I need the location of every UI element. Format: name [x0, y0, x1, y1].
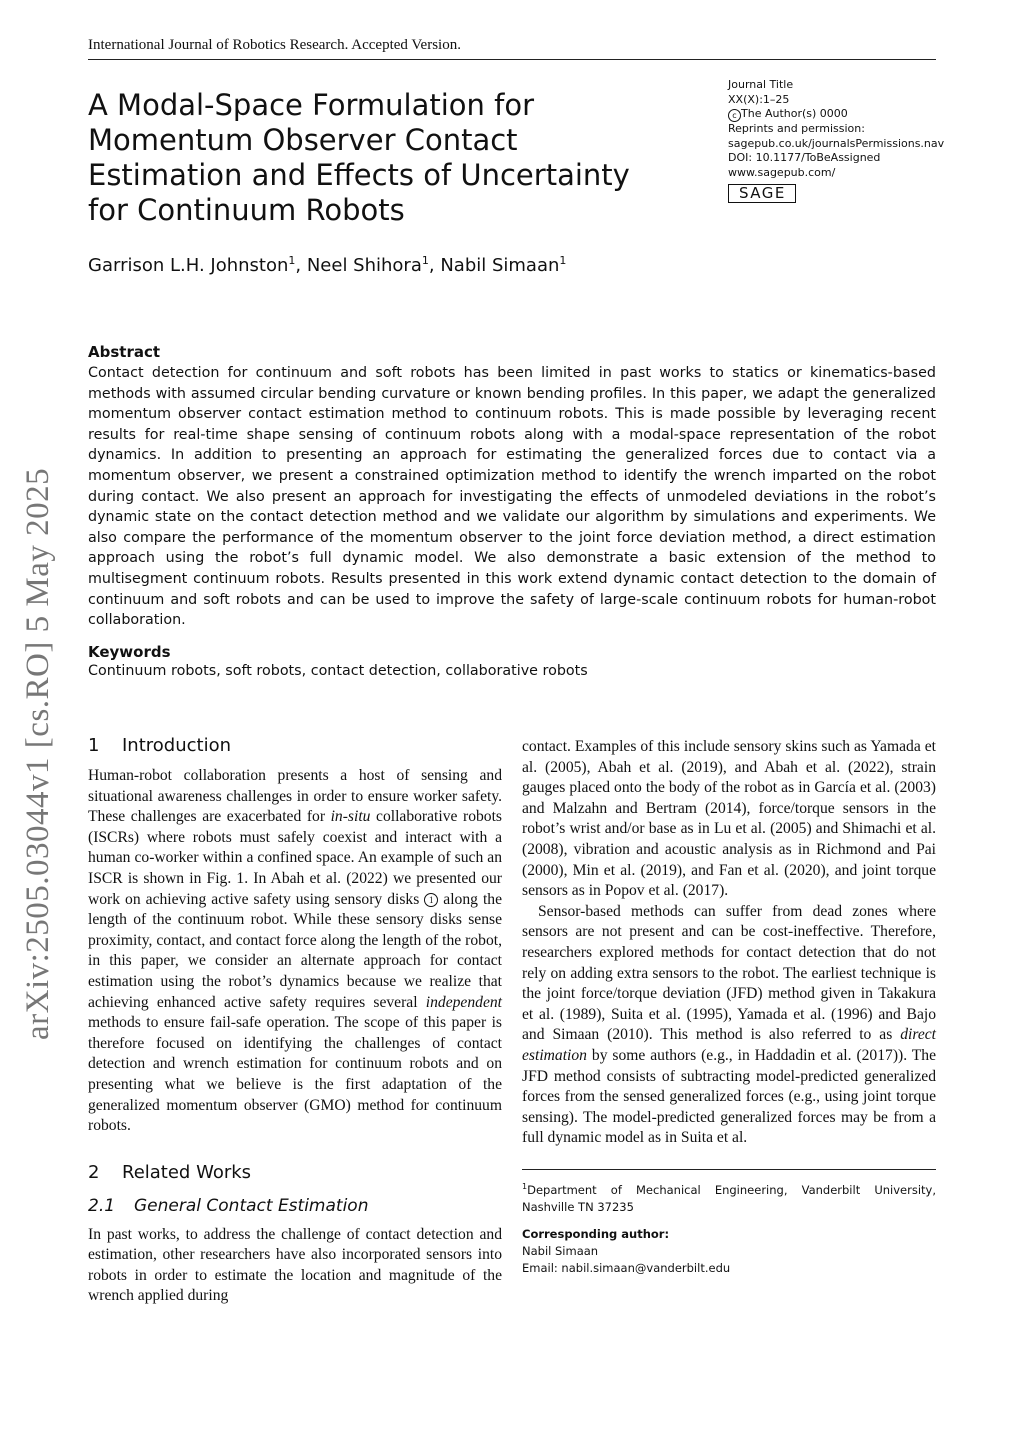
author-list	[88, 254, 566, 276]
subsection-heading-general-contact-estimation	[88, 1194, 502, 1218]
doi[interactable]: DOI: 10.1177/ToBeAssigned	[728, 151, 881, 165]
copyright-icon: c	[728, 109, 741, 122]
sensor-based-methods-paragraph	[522, 902, 936, 1149]
journal-volume: XX(X):1–25	[728, 92, 790, 106]
journal-title: Journal Title	[728, 78, 794, 91]
corresponding-author-block	[522, 1226, 936, 1277]
related-works-continued-paragraph: contact. Examples of this include sensory skins such as Yamada et al. (2005), Abah et al. (2019), and Abah et al. (2022), strain gauges placed onto the body of the robot as in García et al. (2003) and Malzahn and Bertram (2014), force/torque sensors in the robot’s wrist and/or base as in Lu et al. (2005) and Shimachi et al. (2008), vibration and acoustic analysis as in Richmond and Pai (2000), Min et al. (2019), and Fan et al. (2020), and joint torque sensors as in Popov et al. (2017).	[522, 738, 936, 900]
text-run: along the length of the continuum robot. While these sensory disks sense proximity, contact, and contact force along the length of the robot, in this paper, we consider an alternate approach for contact estimation using the robot’s dynamics because we realize that achieving enhanced active safety requires several	[88, 890, 502, 1011]
subsection-title: General Contact Estimation	[134, 1195, 369, 1216]
keywords-heading: Keywords	[88, 643, 171, 661]
text-run: collaborative robots (ISCRs) where robots must safely coexist and interact with a human co-worker within a confined space. An example of such an ISCR is shown in Fig. 1. In Abah et al. (2022) we presented our work on achieving active safety using sensory disks	[88, 808, 502, 908]
corresponding-author-heading: Corresponding author:	[522, 1226, 670, 1241]
author-affiliation-marker: 1	[421, 254, 429, 267]
affiliation-text: Department of Mechanical Engineering, Vanderbilt University, Nashville TN 37235	[522, 1182, 936, 1214]
text-run: by some authors (e.g., in Haddadin et al. (2017)). The JFD method consists of subtracting model-predicted generalized forces from the sensed generalized forces (e.g., using joint torque sensing). The model-predicted generalized forces may be from a full dynamic model as in Suita et al.	[522, 1046, 936, 1147]
paper-title: A Modal-Space Formulation for Momentum Observer Contact Estimation and Effects of Uncertainty for Continuum Robots	[88, 88, 630, 227]
copyright-text: The Author(s) 0000	[741, 107, 848, 121]
author-affiliation-marker: 1	[559, 254, 567, 267]
publisher-website[interactable]: www.sagepub.com/	[728, 165, 836, 179]
sage-logo: SAGE	[728, 184, 796, 203]
text-run: methods to ensure fail-safe operation. The scope of this paper is therefore focused on identifying the challenges of contact detection and wrench estimation for continuum robots and on presenting what we believe is the first adaptation of the generalized momentum observer (GMO) method for continuum robots.	[88, 1014, 502, 1135]
related-works-paragraph: In past works, to address the challenge of contact detection and estimation, other researchers have also incorporated sensors into robots in order to estimate the location and magnitude of the wrench applied during	[88, 1225, 502, 1305]
section-heading-introduction	[88, 734, 502, 758]
author-name: Nabil Simaan	[440, 255, 560, 276]
journal-metadata	[728, 78, 948, 203]
reprints-link[interactable]: sagepub.co.uk/journalsPermissions.nav	[728, 136, 945, 150]
keywords-text: Continuum robots, soft robots, contact detection, collaborative robots	[88, 663, 588, 679]
introduction-paragraph	[88, 766, 502, 1137]
author-affiliation-marker: 1	[288, 254, 296, 267]
section-heading-related-works	[88, 1161, 502, 1185]
arxiv-identifier-stamp[interactable]: arXiv:2505.03044v1 [cs.RO] 5 May 2025	[20, 467, 56, 1040]
subsection-number: 2.1	[88, 1195, 116, 1216]
corresponding-author-email[interactable]: Email: nabil.simaan@vanderbilt.edu	[522, 1260, 731, 1275]
corresponding-author-name: Nabil Simaan	[522, 1243, 599, 1258]
emphasis-independent: independent	[425, 993, 502, 1011]
section-title: Introduction	[122, 735, 232, 756]
affiliation-footnote	[522, 1178, 936, 1216]
running-header: International Journal of Robotics Research. Accepted Version.	[88, 37, 936, 60]
section-title: Related Works	[122, 1161, 252, 1183]
circled-one-marker: 1	[424, 893, 438, 907]
left-column	[88, 734, 502, 1307]
author-name: Neel Shihora	[306, 255, 422, 276]
author-separator: ,	[295, 255, 307, 276]
footnote-marker: 1	[522, 1181, 528, 1191]
emphasis-direct-estimation: direct estimation	[522, 1026, 936, 1064]
emphasis-in-situ: in-situ	[330, 808, 371, 826]
text-run: Human-robot collaboration presents a host of sensing and situational awareness challenges in order to ensure worker safety. These challenges are exacerbated for	[88, 767, 502, 826]
copyright-line	[728, 107, 948, 122]
text-run: Sensor-based methods can suffer from dead zones where sensors are not present and can be cost-ineffective. Therefore, researchers explored methods for contact detection that do not rely on adding extra sensors to the robot. The earliest technique is the joint force/torque deviation (JFD) method given in Takakura et al. (1989), Suita et al. (1995), Yamada et al. (1996) and Bajo and Simaan (2010). This method is also referred to as	[522, 902, 936, 1044]
section-number: 1	[88, 735, 100, 756]
author-separator: ,	[428, 255, 441, 276]
section-number: 2	[88, 1161, 100, 1183]
right-column	[522, 737, 936, 1277]
footnote-divider	[522, 1169, 936, 1170]
abstract-text: Contact detection for continuum and soft robots has been limited in past works to statics or kinematics-based methods with assumed circular bending curvature or known bending profiles. In this paper, we adapt the generalized momentum observer contact estimation method to continuum robots. This is made possible by leveraging recent results for real-time shape sensing of continuum robots along with a modal-space representation of the robot dynamics. In addition to presenting an approach for estimating the generalized forces due to contact via a momentum observer, we present a constrained optimization method to identify the wrench imparted on the robot during contact. We also present an approach for investigating the effects of unmodeled deviations in the robot’s dynamic state on the contact detection method and we validate our algorithm by simulations and experiments. We also compare the performance of the momentum observer to the joint force deviation method, a direct estimation approach using the robot’s full dynamic model. We also demonstrate a basic extension of the method to multisegment continuum robots. Results presented in this work extend dynamic contact detection to the domain of continuum and soft robots and can be used to improve the safety of large-scale continuum robots for human-robot collaboration.	[88, 365, 936, 629]
abstract-heading: Abstract	[88, 343, 161, 361]
author-name: Garrison L.H. Johnston	[88, 255, 289, 276]
reprints-label: Reprints and permission:	[728, 122, 865, 136]
